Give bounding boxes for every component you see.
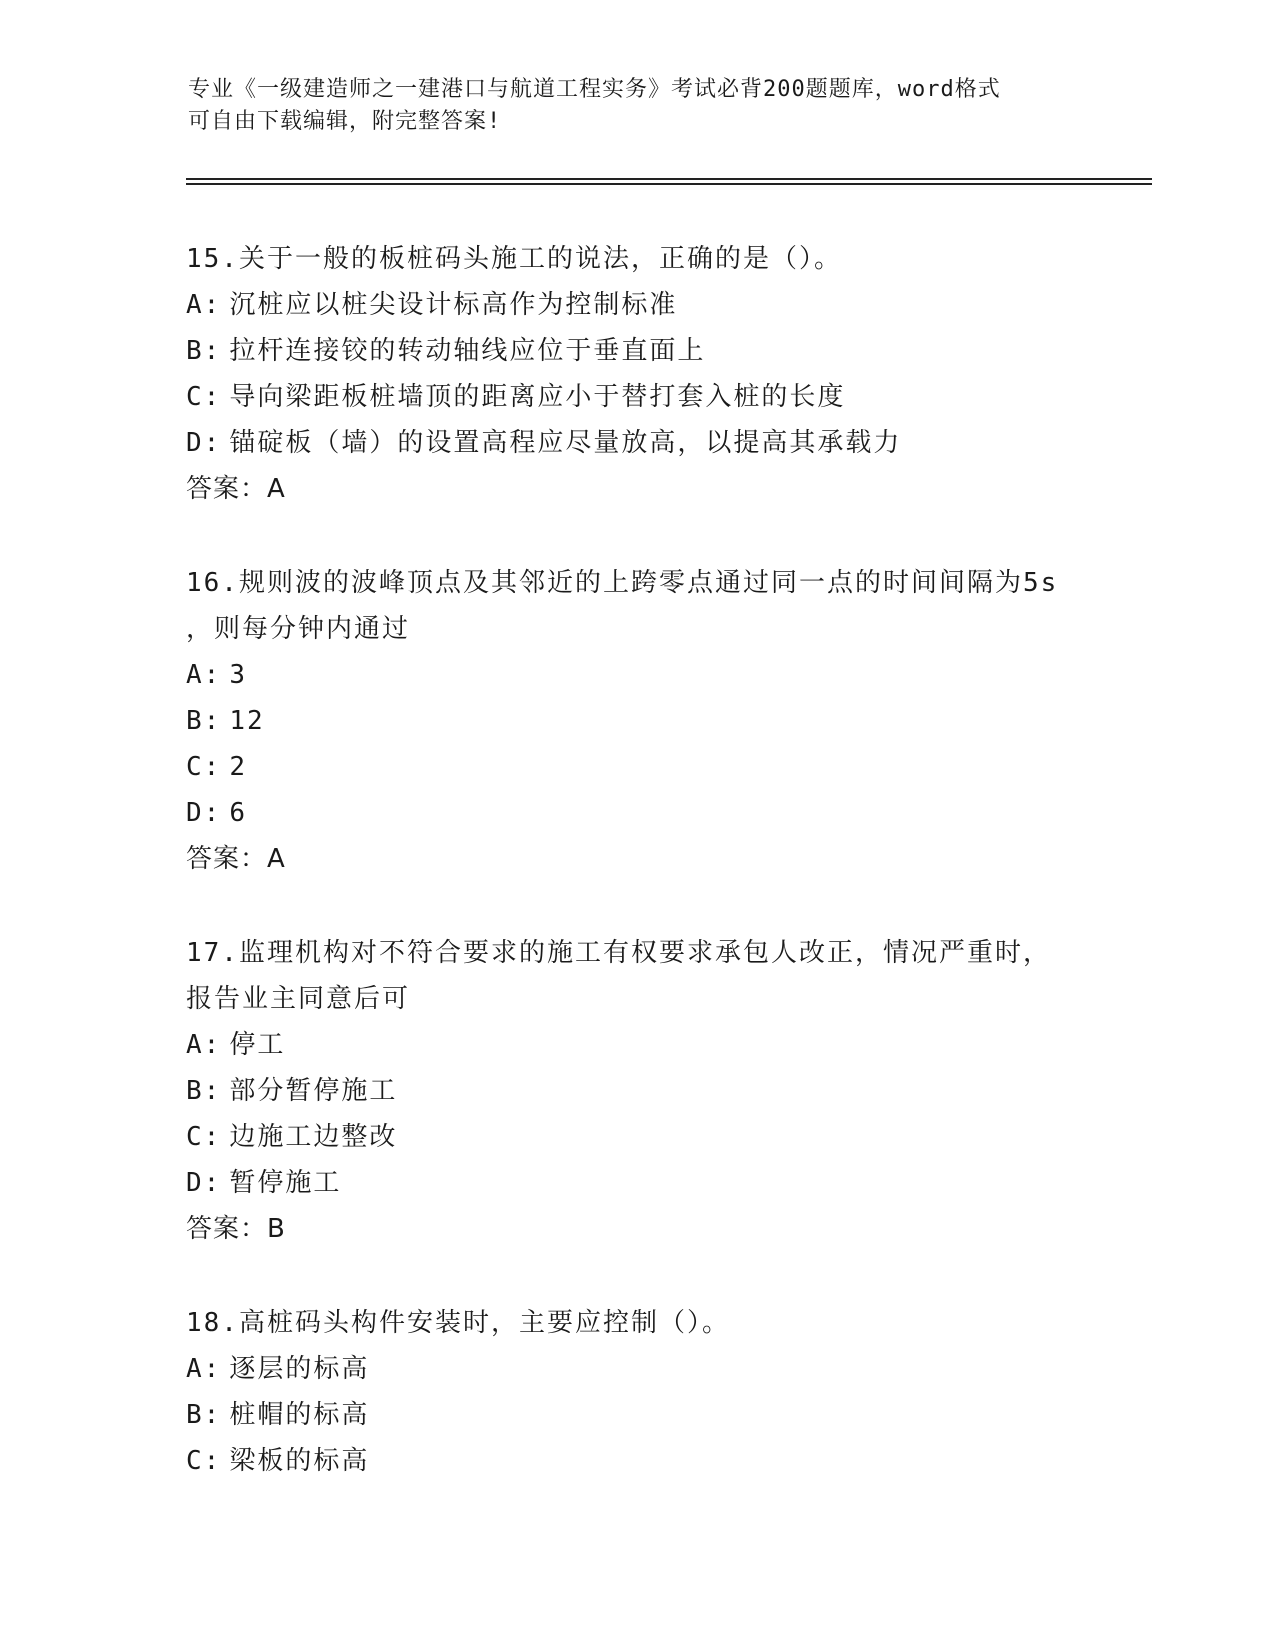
option-letter: B: <box>186 336 222 366</box>
option-text: 边施工边整改 <box>229 1122 398 1152</box>
option-text: 导向梁距板桩墙顶的距离应小于替打套入桩的长度 <box>229 382 846 412</box>
option-text: 停工 <box>229 1030 286 1060</box>
question-stem: 18.高桩码头构件安装时，主要应控制（）。 <box>186 1308 730 1338</box>
option-letter: C: <box>186 1122 222 1152</box>
question-15 <box>186 236 1116 512</box>
option-b <box>186 328 1116 374</box>
option-text: 6 <box>229 798 247 828</box>
header-divider-top <box>186 178 1152 180</box>
option-b <box>186 698 1116 744</box>
question-18 <box>186 1300 1116 1484</box>
question-list <box>186 236 1116 1532</box>
option-text: 2 <box>229 752 247 782</box>
option-letter: A: <box>186 1030 222 1060</box>
option-text: 锚碇板（墙）的设置高程应尽量放高，以提高其承载力 <box>229 428 902 458</box>
option-a <box>186 1346 1116 1392</box>
header-line-1: 专业《一级建造师之一建港口与航道工程实务》考试必背200题题库，word格式 <box>188 77 1001 102</box>
header-divider-bottom <box>186 183 1152 185</box>
option-letter: C: <box>186 752 222 782</box>
option-text: 暂停施工 <box>229 1168 342 1198</box>
option-letter: B: <box>186 1400 222 1430</box>
option-a <box>186 1022 1116 1068</box>
option-letter: A: <box>186 1354 222 1384</box>
question-stem-continued: 报告业主同意后可 <box>186 984 411 1014</box>
option-letter: D: <box>186 1168 222 1198</box>
option-a <box>186 282 1116 328</box>
option-letter: B: <box>186 1076 222 1106</box>
option-b <box>186 1392 1116 1438</box>
option-letter: C: <box>186 1446 222 1476</box>
option-c <box>186 1438 1116 1484</box>
option-letter: C: <box>186 382 222 412</box>
option-letter: D: <box>186 428 222 458</box>
question-stem: 16.规则波的波峰顶点及其邻近的上跨零点通过同一点的时间间隔为5s <box>186 568 1059 598</box>
header-line-2: 可自由下载编辑，附完整答案! <box>188 109 502 134</box>
option-b <box>186 1068 1116 1114</box>
option-letter: A: <box>186 290 222 320</box>
question-stem: 15.关于一般的板桩码头施工的说法，正确的是（）。 <box>186 244 842 274</box>
option-c <box>186 1114 1116 1160</box>
answer-line: 答案：A <box>186 474 286 504</box>
option-a <box>186 652 1116 698</box>
option-d <box>186 420 1116 466</box>
answer-line: 答案：A <box>186 844 286 874</box>
option-text: 12 <box>229 706 265 736</box>
option-text: 拉杆连接铰的转动轴线应位于垂直面上 <box>229 336 706 366</box>
question-stem: 17.监理机构对不符合要求的施工有权要求承包人改正，情况严重时， <box>186 938 1051 968</box>
option-c <box>186 374 1116 420</box>
option-text: 部分暂停施工 <box>229 1076 398 1106</box>
document-header <box>188 74 1088 138</box>
question-17 <box>186 930 1116 1252</box>
option-text: 逐层的标高 <box>229 1354 370 1384</box>
option-text: 沉桩应以桩尖设计标高作为控制标准 <box>229 290 678 320</box>
option-text: 梁板的标高 <box>229 1446 370 1476</box>
question-stem-continued: ，则每分钟内通过 <box>186 614 411 644</box>
option-d <box>186 1160 1116 1206</box>
option-letter: A: <box>186 660 222 690</box>
question-16 <box>186 560 1116 882</box>
option-d <box>186 790 1116 836</box>
answer-line: 答案：B <box>186 1214 286 1244</box>
option-letter: B: <box>186 706 222 736</box>
option-letter: D: <box>186 798 222 828</box>
option-text: 3 <box>229 660 247 690</box>
option-text: 桩帽的标高 <box>229 1400 370 1430</box>
option-c <box>186 744 1116 790</box>
